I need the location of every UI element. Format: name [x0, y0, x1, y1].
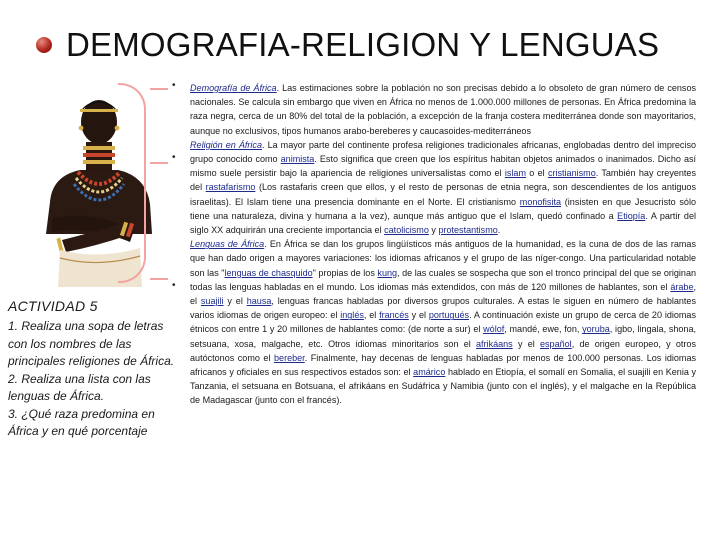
inline-link[interactable]: portugués — [428, 310, 470, 321]
bullet-marker: • — [172, 280, 176, 291]
body-text: , lenguas francas habladas por diversos grupos culturales. A estas le siguen en número de hablantes varios idiomas de origen europeo: el — [190, 296, 696, 321]
page-title: DEMOGRAFIA-RELIGION Y LENGUAS — [66, 26, 660, 63]
body-text: y el — [408, 310, 429, 321]
section-religion — [190, 138, 696, 237]
inline-link[interactable]: bereber — [274, 352, 305, 363]
inline-link[interactable]: rastafarismo — [205, 182, 256, 193]
inline-link[interactable]: monofisita — [519, 196, 562, 207]
inline-link[interactable]: francés — [379, 310, 409, 321]
inline-link[interactable]: amárico — [413, 367, 446, 378]
body-text: , mandé, ewe, fon, — [504, 324, 583, 335]
inline-link[interactable]: suajili — [200, 296, 224, 307]
body-text: y el — [223, 296, 247, 307]
body-text: . A partir del siglo XX adquirirán una creciente importancia el — [190, 210, 696, 236]
body-text: hablado en Etiopía, el somalí en Somalia, el suajili en Kenia y Tanzania, el setsuana en Botsuana, el afrikáans en Sudáfrica y Namibia (junto con el inglés), y el malgache en la República de Madagascar (junto con el francés). — [190, 367, 696, 406]
main-content — [190, 81, 696, 408]
body-text: y el — [512, 338, 540, 349]
inline-link[interactable]: animista — [280, 154, 315, 165]
body-text: . También hay creyentes del — [190, 168, 696, 193]
inline-link[interactable]: yoruba — [582, 324, 610, 335]
inline-link[interactable]: islam — [504, 168, 526, 179]
inline-link[interactable]: afrikáans — [476, 338, 513, 349]
body-text: . Finalmente, hay decenas de lenguas habladas por menos de 100.000 personas. Los idiomas africanos y oficiales en sus respectivos estados son: el — [190, 352, 696, 378]
section-demografia — [190, 81, 696, 138]
body-text: , igbo, lingala, shona, setsuana, xosa, malgache, etc. Otros idiomas minoritarios son el — [190, 324, 696, 349]
inline-link[interactable]: árabe — [670, 281, 694, 292]
inline-link[interactable]: cristianismo — [547, 168, 596, 179]
body-text: . Las estimaciones sobre la población no son precisas debido a lo obsoleto de gran número de censos nacionales. Se calcula sin embargo que viven en África no menos de 1.000.000 millones de personas. En África predomina la raza negra, cerca de un 80% del total de la población, a excepción de la franja costera mediterránea donde son mayoritarios, aunque no exclusivos, tipos humanos arabo-bereberes y caucasoides-mediterráneos — [190, 83, 697, 136]
inline-link[interactable]: hausa — [246, 296, 272, 307]
body-text: , de origen europeo, y otros autóctonos como el — [190, 338, 696, 363]
inline-link[interactable]: inglés — [340, 310, 364, 321]
body-text: (Los rastafaris creen que ellos, y el resto de personas de etnia negra, son descendientes de los antiguos israelitas). El Islam tiene una presencia dominante en el Norte. El cristianismo — [190, 182, 696, 207]
activity-item: 1. Realiza una sopa de letras con los nombres de las principales religiones de África. — [8, 319, 175, 368]
body-text: y — [428, 225, 439, 236]
inline-link[interactable]: protestantismo — [438, 225, 498, 236]
body-text: , de las cuales se sospecha que son el tronco principal del que se originan todas las lenguas habladas en el mundo. Los idiomas más extendidos, con más de 120 millones de hablantes, son el — [190, 267, 697, 292]
bullet-marker: • — [172, 152, 176, 163]
bracket-link — [150, 278, 168, 280]
body-text: . En África se dan los grupos lingüísticos más antiguos de la humanidad, es la cuna de dos de las ramas que han dado origen a mayores variaciones: los idiomas africanos y el grupo de las níger-congo. Una particularidad notable son las " — [190, 239, 696, 278]
inline-link[interactable]: Etiopía — [617, 210, 646, 221]
body-text: . A continuación existe un grupo de cerca de 20 idiomas étnicos con entre 1 y 20 millones de hablantes como: (de norte a sur) el — [190, 310, 696, 335]
red-bullet-icon — [36, 37, 52, 53]
body-text: . — [497, 225, 501, 236]
section-heading-link[interactable]: Demografía de África — [190, 83, 277, 93]
activity-item: 3. ¿Qué raza predomina en África y en qué porcentaje — [8, 406, 155, 438]
section-heading-link[interactable]: Religión en África — [190, 139, 262, 150]
bracket-connector — [118, 83, 146, 283]
bracket-link — [150, 162, 168, 164]
body-text: , el — [363, 310, 380, 321]
title-row — [36, 26, 659, 64]
activity-panel — [8, 298, 176, 441]
inline-link[interactable]: catolicismo — [384, 225, 429, 236]
bullet-marker: • — [172, 80, 176, 91]
body-text: . La mayor parte del continente profesa religiones tradicionales africanas, englobadas dentro del impreciso grupo conocido como — [190, 139, 697, 165]
activity-item: 2. Realiza una lista con las lenguas de África. — [8, 371, 151, 403]
body-text: o el — [526, 168, 548, 179]
inline-link[interactable]: español — [540, 338, 572, 349]
body-text: , el — [190, 281, 696, 307]
body-text: . Esto significa que creen que los espíritus habitan objetos animados o inanimados. Dicho así mismo suele persistir bajo la apariencia de religiones universalistas como el — [190, 154, 697, 179]
african-woman-illustration — [22, 92, 172, 287]
bracket-link — [150, 88, 168, 90]
inline-link[interactable]: lenguas de chasquido — [224, 267, 313, 278]
section-lenguas — [190, 237, 696, 407]
inline-link[interactable]: wólof — [483, 324, 505, 335]
body-text: " propias de los — [312, 267, 378, 278]
body-text: (insisten en que Jesucristo sólo tiene una naturaleza, divina y humana a la vez), aunque más antiguo que el Islam, quedó confinado a — [190, 196, 696, 221]
activity-heading: ACTIVIDAD 5 — [8, 298, 98, 314]
inline-link[interactable]: kung — [377, 267, 398, 278]
section-heading-link[interactable]: Lenguas de África — [190, 239, 265, 250]
